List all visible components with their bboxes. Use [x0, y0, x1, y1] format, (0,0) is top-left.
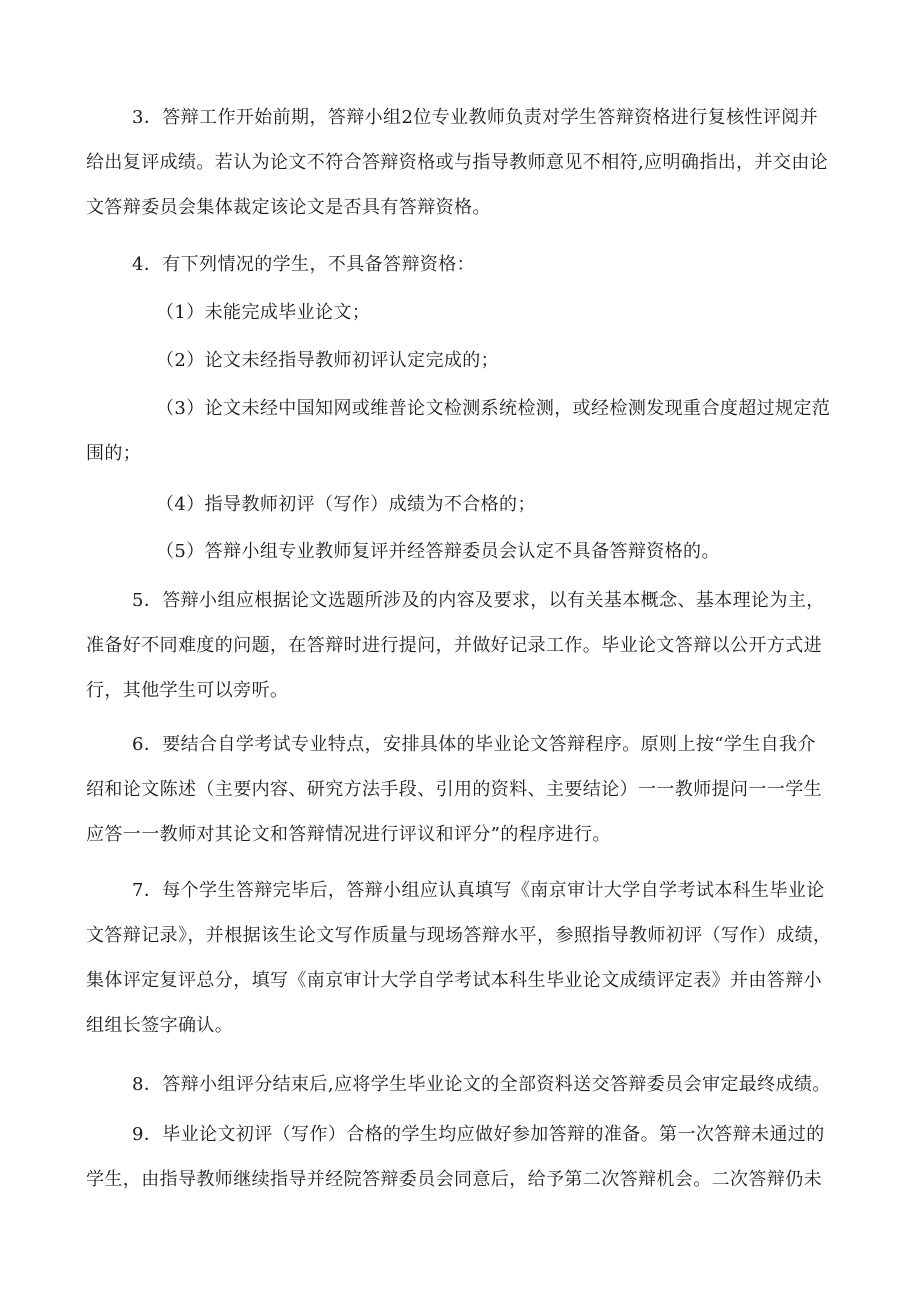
paragraph-line: 5．答辩小组应根据论文选题所涉及的内容及要求，以有关基本概念、基本理论为主， — [132, 590, 825, 611]
list-item-line: （4）指导教师初评（写作）成绩为不合格的； — [156, 494, 536, 515]
paragraph-line: 学生，由指导教师继续指导并经院答辩委员会同意后，给予第二次答辩机会。二次答辩仍未 — [86, 1169, 822, 1190]
paragraph-7 — [86, 868, 838, 1048]
paragraph-line: 4．有下列情况的学生，不具备答辩资格： — [132, 254, 476, 275]
paragraph-line: 给出复评成绩。若认为论文不符合答辩资格或与指导教师意见不相符,应明确指出，并交由论 — [86, 152, 829, 173]
paragraph-line: 集体评定复评总分，填写《南京审计大学自学考试本科生毕业论文成绩评定表》并由答辩小 — [86, 970, 822, 991]
list-item-3 — [86, 386, 838, 476]
paragraph-line: 组组长签字确认。 — [86, 1015, 234, 1036]
list-item-line: （3）论文未经中国知网或维普论文检测系统检测，或经检测发现重合度超过规定范 — [156, 398, 831, 419]
paragraph-line: 8．答辩小组评分结束后,应将学生毕业论文的全部资料送交答辩委员会审定最终成绩。 — [132, 1074, 831, 1095]
paragraph-5 — [86, 578, 838, 713]
paragraph-3 — [86, 95, 838, 230]
paragraph-9 — [86, 1112, 838, 1202]
paragraph-line: 行，其他学生可以旁听。 — [86, 680, 289, 701]
list-item-4 — [86, 482, 838, 527]
paragraph-line: 文答辩委员会集体裁定该论文是否具有答辩资格。 — [86, 197, 491, 218]
paragraph-line: 准备好不同难度的问题，在答辩时进行提问，并做好记录工作。毕业论文答辩以公开方式进 — [86, 635, 822, 656]
list-item-line: （2）论文未经指导教师初评认定完成的； — [156, 350, 500, 371]
list-item-line: （1）未能完成毕业论文； — [156, 302, 371, 323]
paragraph-6 — [86, 722, 838, 857]
paragraph-line: 绍和论文陈述（主要内容、研究方法手段、引用的资料、主要结论）一一教师提问一一学生 — [86, 779, 822, 800]
paragraph-line: 7．每个学生答辩完毕后，答辩小组应认真填写《南京审计大学自学考试本科生毕业论 — [132, 880, 825, 901]
paragraph-line: 文答辩记录》，并根据该生论文写作质量与现场答辩水平，参照指导教师初评（写作）成绩， — [86, 925, 832, 946]
list-item-line: 围的； — [86, 443, 142, 464]
paragraph-line: 应答一一教师对其论文和答辩情况进行评议和评分”的程序进行。 — [86, 824, 611, 845]
paragraph-line: 9．毕业论文初评（写作）合格的学生均应做好参加答辩的准备。第一次答辩未通过的 — [132, 1124, 825, 1145]
list-item-5 — [86, 529, 838, 574]
list-item-line: （5）答辩小组专业教师复评并经答辩委员会认定不具备答辩资格的。 — [156, 541, 720, 562]
list-item-1 — [86, 290, 838, 335]
paragraph-line: 3．答辩工作开始前期，答辩小组2位专业教师负责对学生答辩资格进行复核性评阅并 — [132, 107, 819, 128]
list-item-2 — [86, 338, 838, 383]
paragraph-8 — [86, 1062, 838, 1107]
paragraph-line: 6．要结合自学考试专业特点，安排具体的毕业论文答辩程序。原则上按“学生自我介 — [132, 734, 816, 755]
paragraph-4 — [86, 242, 838, 287]
